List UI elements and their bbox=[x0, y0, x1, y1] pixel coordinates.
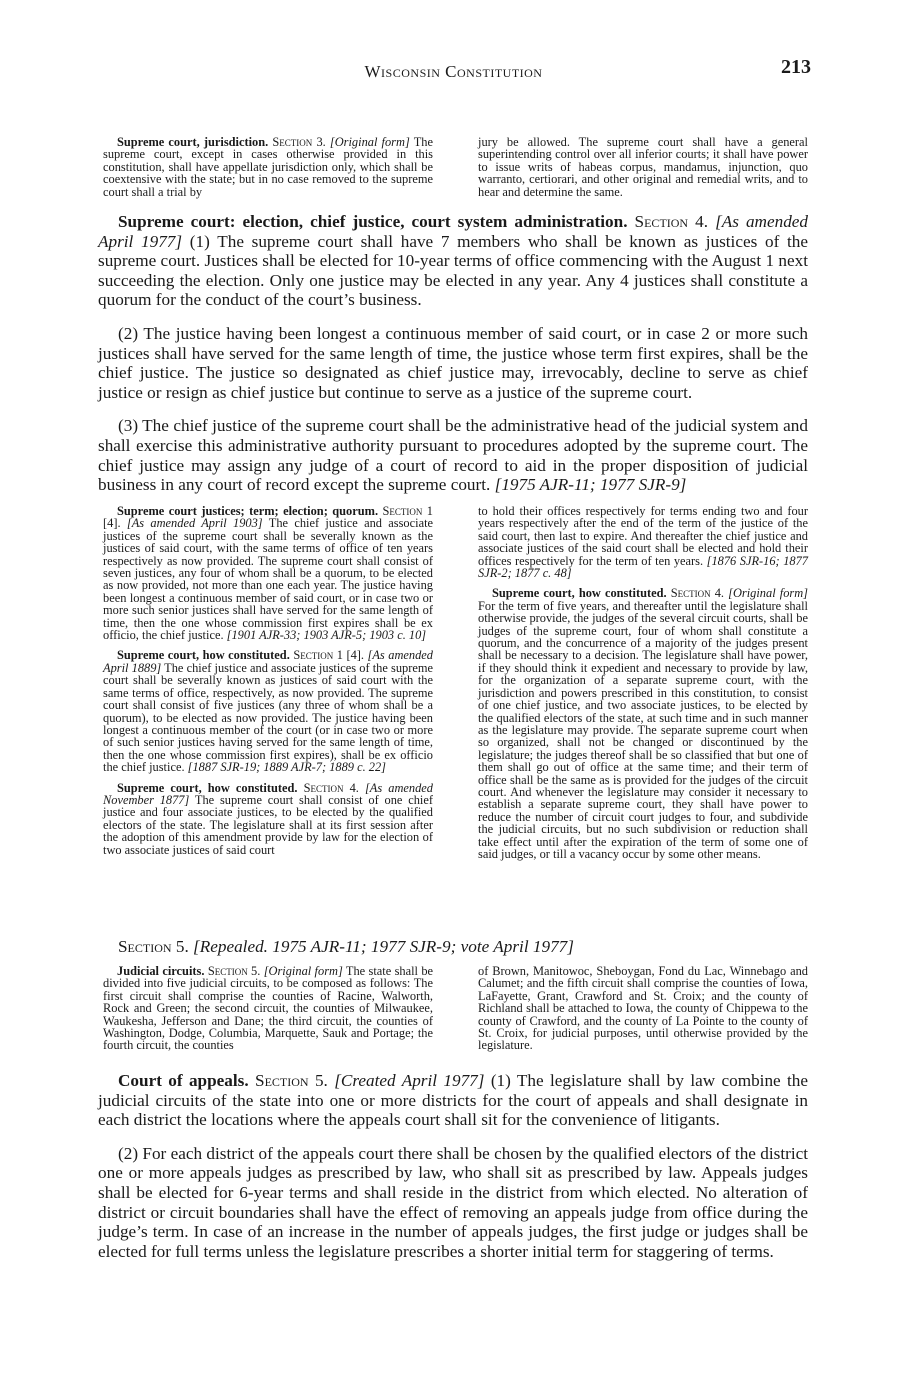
paragraph-2: (2) The justice having been longest a continuous member of said court, or in case 2 or more such justices shall have served for the same length of time, the justice whose term first expires, shall be the chief justice. The justice so designated as chief justice may, irrevocably, decline to serve as chief justice or resign as chief justice but continue to serve as a justice of the supreme court. bbox=[98, 323, 808, 402]
paragraph-1: (1) The legislature shall by law combine the judicial circuits of the state into one or more districts for the court of appeals and shall designate in each district the locations where the appeals court shall sit for the convenience of litigants. bbox=[98, 1071, 809, 1130]
history-note: [Repealed. 1975 AJR-11; 1977 SJR-9; vote April 1977] bbox=[193, 937, 574, 956]
heading-history-3: Supreme court, how constituted. bbox=[117, 780, 298, 795]
section-label: Section 4. bbox=[303, 780, 359, 795]
block1-columns bbox=[103, 136, 808, 198]
section-label: Section 5. bbox=[255, 1071, 328, 1090]
block1-right bbox=[478, 136, 808, 198]
body-text: to hold their offices respectively for terms ending two and four years respectively after the end of the term of the justice of the said court, then last to expire. And thereafter the chief justice and associate justices of the said court shall be elected and hold their offices respectively for the term of ten years. bbox=[478, 504, 808, 568]
body-text: The supreme court shall consist of one chief justice and four associate justices, to be elected by the qualified electors of the state. The legislature shall at its first session after the adoption of this amendment provide by law for the election of two associate justices of said court bbox=[103, 792, 433, 857]
history-note: [As amended November 1877] bbox=[103, 780, 433, 807]
body-text: The chief justice and associate justices of the supreme court shall be severally known as justices of said court with the same terms of office, respectively, as now provided. The supreme court shall consist of five justices (any three of whom shall be a quorum), to be elected as now provided. The justice having been longest a continuous member of the court (or in case two or more of such senior justices having served for the same length of time, then the one whose commission first expires), shall be ex officio the chief justice. bbox=[103, 660, 433, 775]
section-label: Section 5. bbox=[118, 937, 189, 956]
history-note: [As amended April 1977] bbox=[98, 212, 809, 251]
body-text: For the term of five years, and thereafter until the legislature shall otherwise provide, the judges of the several circuit courts, shall be judges of the supreme court, four of whom shall constitute a quorum, and the concurrence of a majority of the judges present shall be necessary to a decision. The legislature shall have power, if they should think it expedient and necessary to provide by law, for the organization of a separate supreme court, with the jurisdiction and powers prescribed in this constitution, to consist of one chief justice, and two associate justices, to be elected by the qualified electors of the state, at such time and in such manner as the legislature may provide. The separate supreme court when so organized, shall not be changed or discontinued by the legislature; the judges thereof shall be so classified that but one of them shall go out of office at the same time; and their term of office shall be the same as is provided for the judges of the circuit court. And whenever the legislature may consider it necessary to establish a separate supreme court, they shall have power to reduce the number of circuit court judges to four, and subdivide the judicial circuits, but no such subdivision or reduction shall take effect until after the expiration of the term of some one of said judges, or till a vacancy occur by some other means. bbox=[478, 598, 808, 861]
history-note: [Created April 1977] bbox=[334, 1071, 485, 1090]
citation: [1975 AJR-11; 1977 SJR-9] bbox=[494, 475, 687, 495]
paragraph-3: (3) The chief justice of the supreme court shall be the administrative head of the judicial system and shall exercise this administrative authority pursuant to procedures adopted by the supreme court. The chief justice may assign any judge of a court of record to aid in the proper disposition of judicial business in any court of record except the supreme court. bbox=[98, 416, 808, 495]
page-number: 213 bbox=[781, 56, 811, 78]
page-header bbox=[0, 56, 907, 86]
block2-left bbox=[103, 505, 433, 860]
court-of-appeals bbox=[98, 1071, 808, 1275]
body-text: The state shall be divided into five judicial circuits, to be composed as follows: The first circuit shall comprise the counties of Racine, Walworth, Rock and Green; the second circuit, the counties of Milwaukee, Waukesha, Jefferson and Dane; the third circuit, the counties of Washington, Dodge, Columbia, Marquette, Sauk and Portage; the fourth circuit, the counties bbox=[103, 964, 434, 1053]
block1-left bbox=[103, 136, 433, 198]
section-label: Section 1 [4]. bbox=[103, 504, 433, 531]
section-label: Section 1 [4]. bbox=[293, 648, 364, 663]
history-note: [As amended April 1889] bbox=[103, 648, 433, 675]
heading-section4: Supreme court: election, chief justice, court system administration. bbox=[118, 212, 628, 231]
heading-judicial-circuits: Judicial circuits. bbox=[117, 964, 205, 978]
citation: [1901 AJR-33; 1903 AJR-5; 1903 c. 10] bbox=[226, 628, 427, 643]
section-label: Section 4. bbox=[634, 212, 709, 231]
body-text: The chief justice and associate justices of the supreme court shall be severally known as the justices of said court, with the same terms of office of ten years respectively as now provided. The supreme court shall consist of seven justices, any four of whom shall be a quorum, to be elected as now provided, not more than one each year. The justice having been longest a continuous member of said court, or in case two or more such senior justices shall have served for the same length of time, then the one whose commission first expires shall be ex officio, the chief justice. bbox=[103, 516, 434, 643]
section-label: Section 3. bbox=[272, 135, 326, 149]
paragraph-1: (1) The supreme court shall have 7 members who shall be known as justices of the supreme court. Justices shall be elected for 10-year terms of office commencing with the August 1 next succeeding the election. Only one justice may be elected in any year. Any 4 justices shall constitute a quorum for the conduct of the court’s business. bbox=[98, 231, 808, 310]
section-label: Section 4. bbox=[670, 586, 724, 601]
history-note: [Original form] bbox=[263, 964, 343, 978]
citation: [1887 SJR-19; 1889 AJR-7; 1889 c. 22] bbox=[187, 760, 386, 775]
block2-columns bbox=[103, 505, 808, 860]
heading-history-4: Supreme court, how constituted. bbox=[492, 586, 667, 601]
paragraph-2: (2) For each district of the appeals court there shall be chosen by the qualified electors of the district one or more appeals judges as prescribed by law, who shall sit as prescribed by law. Appeals judges shall be elected for 6-year terms and shall reside in the district from which elected. No alteration of district or circuit boundaries shall have the effect of removing an appeals judge from office during the judge’s term. In case of an increase in the number of appeals judges, the first judge or judges shall be elected for full terms unless the legislature prescribes a shorter initial term for staggering of terms. bbox=[98, 1143, 808, 1261]
section-label: Section 5. bbox=[207, 964, 261, 978]
citation: [1876 SJR-16; 1877 SJR-2; 1877 c. 48] bbox=[478, 553, 808, 581]
heading-jurisdiction: Supreme court, jurisdiction. bbox=[117, 135, 269, 149]
heading-court-of-appeals: Court of appeals. bbox=[118, 1071, 249, 1090]
body-text: of Brown, Manitowoc, Sheboygan, Fond du Lac, Winnebago and Calumet; and the fifth circuit shall comprise the counties of Iowa, LaFayette, Grant, Crawford and St. Croix; and the county of Richland shall be attached to Iowa, the county of Chippewa to the county of Crawford, and the county of La Pointe to the county of St. Croix, for judicial purposes, until otherwise provided by the legislature. bbox=[478, 964, 808, 1053]
heading-history-1: Supreme court justices; term; election; quorum. bbox=[117, 504, 379, 518]
section5-repealed bbox=[98, 937, 808, 957]
block3-right bbox=[478, 965, 808, 1052]
running-title: Wisconsin Constitution bbox=[364, 62, 543, 81]
history-note: [Original form] bbox=[728, 586, 808, 601]
heading-history-2: Supreme court, how constituted. bbox=[117, 648, 290, 663]
block3-columns bbox=[103, 965, 808, 1052]
history-note: [As amended April 1903] bbox=[126, 516, 263, 531]
body-text: jury be allowed. The supreme court shall have a general superintending control over all inferior courts; it shall have power to issue writs of habeas corpus, mandamus, injunction, quo warranto, certiorari, and other original and remedial writs, and to hear and determine the same. bbox=[478, 135, 808, 199]
section4-current bbox=[98, 212, 808, 509]
history-note: [Original form] bbox=[329, 135, 410, 149]
block2-right bbox=[478, 505, 808, 860]
block3-left bbox=[103, 965, 433, 1052]
body-text: The supreme court, except in cases otherwise provided in this constitution, shall have appellate jurisdiction only, which shall be coextensive with the state; but in no case removed to the supreme court shall a trial by bbox=[103, 135, 433, 199]
